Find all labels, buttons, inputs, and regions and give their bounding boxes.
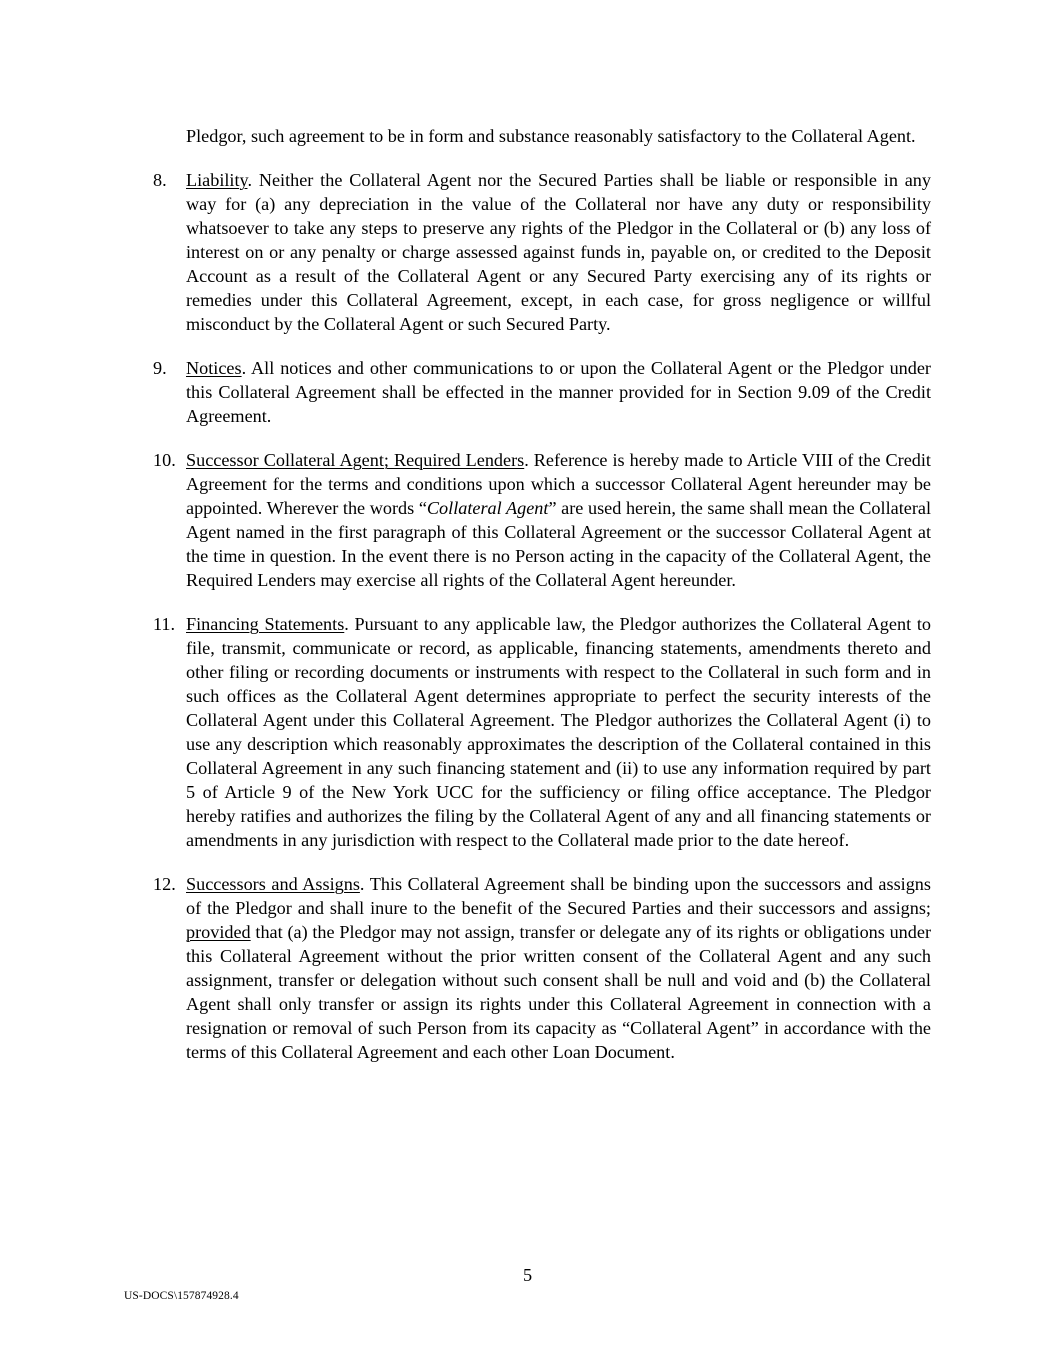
section-body bbox=[186, 872, 931, 1064]
section-body bbox=[186, 168, 931, 336]
section-number: 9. bbox=[153, 358, 167, 378]
section-text: . This Collateral Agreement shall be binding upon the successors and assigns of the Pledgor and shall inure to the benefit of the Secured Parties and their successors and assigns; bbox=[186, 874, 931, 918]
document-body bbox=[153, 124, 931, 1064]
section-heading: Notices bbox=[186, 358, 242, 378]
section-heading: Successor Collateral Agent; Required Lenders bbox=[186, 450, 525, 470]
section-number: 10. bbox=[153, 450, 176, 470]
section-text: . All notices and other communications to or upon the Collateral Agent or the Pledgor under this Collateral Agreement shall be effected in the manner provided for in Section 9.09 of the Credit Agreement. bbox=[186, 358, 931, 426]
section-11-financing-statements bbox=[153, 612, 931, 852]
section-text: ” are used herein, the same shall mean the Collateral Agent named in the first paragraph of this Collateral Agreement or the successor Collateral Agent at the time in question. In the event there is no Person acting in the capacity of the Collateral Agent, the Required Lenders may exercise all rights of the Collateral Agent hereunder. bbox=[186, 498, 932, 590]
continued-paragraph-text: Pledgor, such agreement to be in form and substance reasonably satisfactory to the Collateral Agent. bbox=[186, 126, 916, 146]
section-12-successors-and-assigns bbox=[153, 872, 931, 1064]
section-heading: Financing Statements bbox=[186, 614, 345, 634]
continued-paragraph bbox=[186, 124, 931, 148]
section-heading: Successors and Assigns bbox=[186, 874, 360, 894]
section-number: 11. bbox=[153, 614, 176, 634]
defined-term-italic: Collateral Agent bbox=[426, 498, 549, 518]
section-number: 8. bbox=[153, 170, 167, 190]
section-text: . Reference is hereby made to Article VIII of the Credit Agreement for the terms and conditions upon which a successor Collateral Agent hereunder may be appointed. Wherever the words “ bbox=[186, 450, 931, 518]
section-text: that (a) the Pledgor may not assign, transfer or delegate any of its rights or obligations under this Collateral Agreement without the prior written consent of the Collateral Agent and any such assignment, transfer or delegation without such consent shall be null and void and (b) the Collateral Agent shall only transfer or assign its rights under this Collateral Agreement in connection with a resignation or removal of such Person from its capacity as “Collateral Agent” in accordance with the terms of this Collateral Agreement and each other Loan Document. bbox=[186, 922, 931, 1062]
document-id: US-DOCS\157874928.4 bbox=[124, 1290, 239, 1302]
section-8-liability bbox=[153, 168, 931, 336]
proviso-term: provided bbox=[186, 922, 251, 942]
section-body bbox=[186, 448, 931, 592]
page-number: 5 bbox=[522, 1265, 533, 1285]
section-heading: Liability bbox=[186, 170, 248, 190]
section-text: . Neither the Collateral Agent nor the Secured Parties shall be liable or responsible in any way for (a) any depreciation in the value of the Collateral nor have any duty or responsibility whatsoever to take any steps to preserve any rights of the Pledgor in the Collateral or (b) any loss of interest on or any penalty or charge assessed against funds in, payable on, or credited to the Deposit Account as a result of the Collateral Agent or any Secured Party exercising any of its rights or remedies under this Collateral Agreement, except, in each case, for gross negligence or willful misconduct by the Collateral Agent or such Secured Party. bbox=[186, 170, 931, 334]
section-10-successor-collateral-agent bbox=[153, 448, 931, 592]
section-9-notices bbox=[153, 356, 931, 428]
section-number: 12. bbox=[153, 874, 176, 894]
section-text: . Pursuant to any applicable law, the Pledgor authorizes the Collateral Agent to file, transmit, communicate or record, as applicable, financing statements, amendments thereto and other filing or recording documents or instruments with respect to the Collateral in such form and in such offices as the Collateral Agent determines appropriate to perfect the security interests of the Collateral Agent under this Collateral Agreement. The Pledgor authorizes the Collateral Agent (i) to use any description which reasonably approximates the description of the Collateral contained in this Collateral Agreement in any such financing statement and (ii) to use any information required by part 5 of Article 9 of the New York UCC for the sufficiency or filing office acceptance. The Pledgor hereby ratifies and authorizes the filing by the Collateral Agent of any and all financing statements or amendments in any jurisdiction with respect to the Collateral made prior to the date hereof. bbox=[186, 614, 931, 850]
section-body bbox=[186, 356, 931, 428]
section-body bbox=[186, 612, 931, 852]
